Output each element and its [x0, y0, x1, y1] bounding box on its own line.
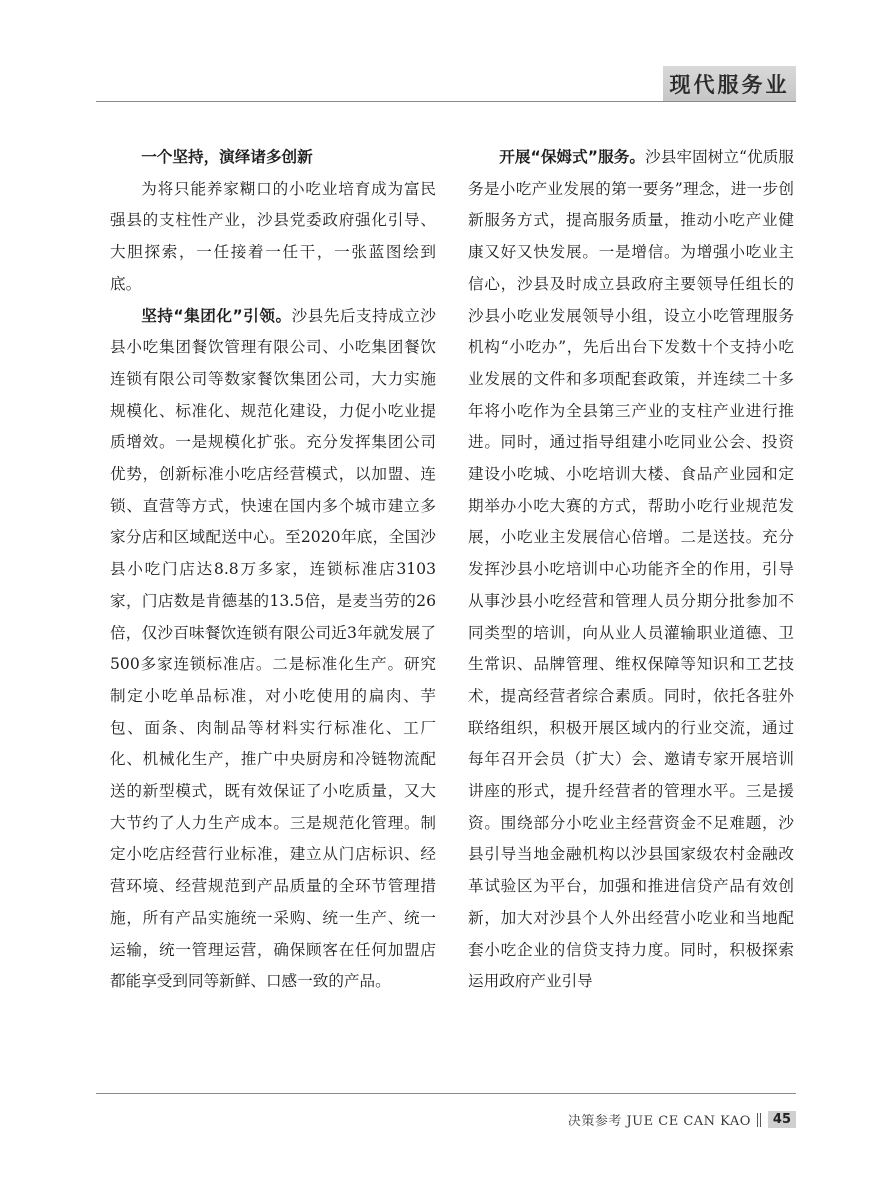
section-title: 现代服务业 [663, 66, 796, 101]
publication-name: 决策参考 JUE CE CAN KAO [567, 1114, 751, 1129]
section-heading: 一个坚持，演绎诸多创新 [141, 148, 313, 166]
page-footer [568, 1110, 796, 1129]
paragraph-group-strategy [110, 301, 436, 998]
footer-separator [757, 1113, 758, 1127]
footer-divider [96, 1093, 796, 1094]
paragraph-body: 沙县牢固树立“优质服务是小吃产业发展的第一要务”理念，进一步创新服务方式，提高服务质量，推动小吃产业健康又好又快发展。一是增信。为增强小吃业主信心，沙县及时成立县政府主要领导任组长的沙县小吃业发展领导小组，设立小吃管理服务机构“小吃办”，先后出台下发数十个支持小吃业发展的文件和多项配套政策，并连续二十多年将小吃作为全县第三产业的支柱产业进行推进。同时，通过指导组建小吃同业公会、投资建设小吃城、小吃培训大楼、食品产业园和定期举办小吃大赛的方式，帮助小吃行业规范发展，小吃业主发展信心倍增。二是送技。充分发挥沙县小吃培训中心功能齐全的作用，引导从事沙县小吃经营和管理人员分期分批参加不同类型的培训，向从业人员灌输职业道德、卫生常识、品牌管理、维权保障等知识和工艺技术，提高经营者综合素质。同时，依托各驻外联络组织，积极开展区域内的行业交流，通过每年召开会员（扩大）会、邀请专家开展培训讲座的形式，提升经营者的管理水平。三是援资。围绕部分小吃业主经营资金不足难题，沙县引导当地金融机构以沙县国家级农村金融改革试验区为平台，加强和推进信贷产品有效创新，加大对沙县个人外出经营小吃业和当地配套小吃企业的信贷支持力度。同时，积极探索运用政府产业引导 [468, 148, 794, 991]
paragraph-lead: 坚持“集团化”引领。 [141, 306, 292, 325]
paragraph-service [468, 142, 794, 998]
left-column [110, 142, 436, 998]
header-divider [96, 101, 796, 102]
page-number: 45 [768, 1111, 796, 1128]
paragraph-lead: 开展“保姆式”服务。 [499, 148, 646, 166]
right-column [468, 142, 794, 998]
intro-paragraph: 为将只能养家糊口的小吃业培育成为富民强县的支柱性产业，沙县党委政府强化引导、大胆探索，一任接着一任干，一张蓝图绘到底。 [110, 179, 436, 293]
paragraph-body: 沙县先后支持成立沙县小吃集团餐饮管理有限公司、小吃集团餐饮连锁有限公司等数家餐饮集团公司，大力实施规模化、标准化、规范化建设，力促小吃业提质增效。一是规模化扩张。充分发挥集团公司优势，创新标准小吃店经营模式，以加盟、连锁、直营等方式，快速在国内多个城市建立多家分店和区域配送中心。至2020年底，全国沙县小吃门店达8.8万多家，连锁标准店3103家，门店数是肯德基的13.5倍，是麦当劳的26倍，仅沙百味餐饮连锁有限公司近3年就发展了500多家连锁标准店。二是标准化生产。研究制定小吃单品标准，对小吃使用的扁肉、芋包、面条、肉制品等材料实行标准化、工厂化、机械化生产，推广中央厨房和冷链物流配送的新型模式，既有效保证了小吃质量，又大大节约了人力生产成本。三是规范化管理。制定小吃店经营行业标准，建立从门店标识、经营环境、经营规范到产品质量的全环节管理措施，所有产品实施统一采购、统一生产、统一运输，统一管理运营，确保顾客在任何加盟店都能享受到同等新鲜、口感一致的产品。 [110, 306, 436, 991]
